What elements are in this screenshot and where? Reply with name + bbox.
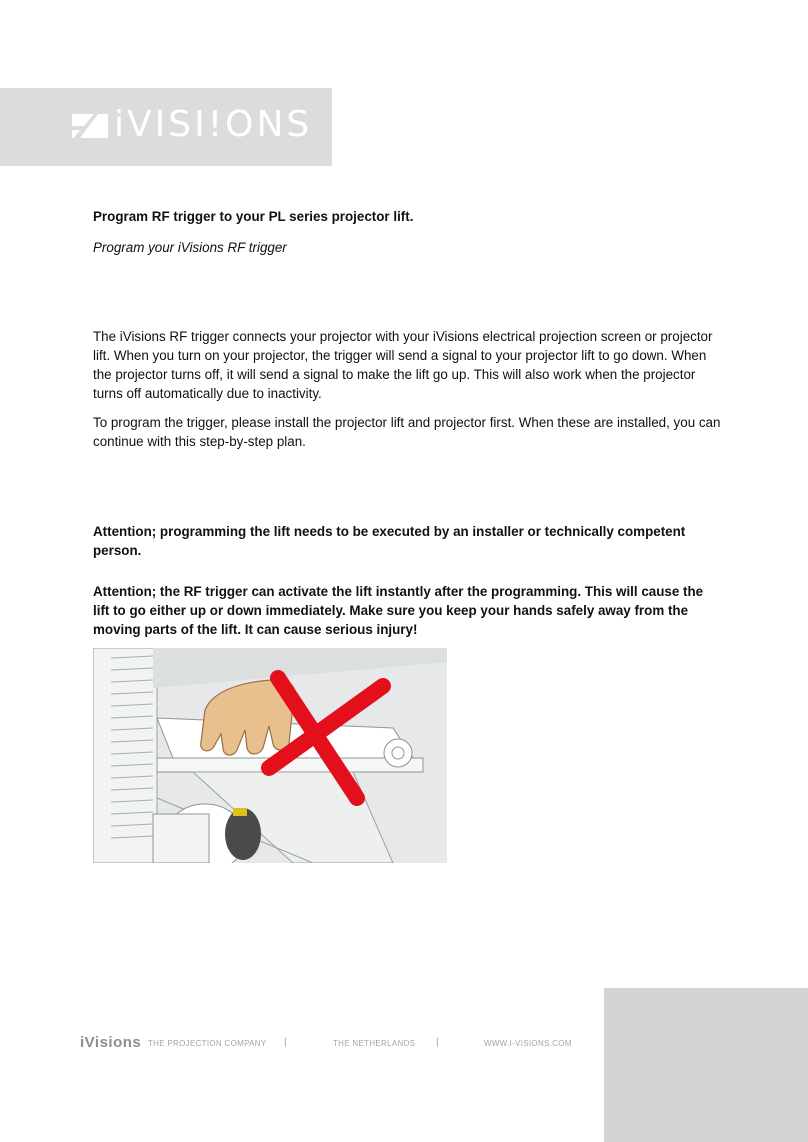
logo-text: iVISI!ONS bbox=[114, 104, 313, 145]
hand-warning-illustration bbox=[93, 648, 447, 863]
ivisions-slash-logo-icon bbox=[70, 110, 110, 142]
document-title: Program RF trigger to your PL series projector lift. bbox=[93, 209, 414, 224]
footer-separator: | bbox=[284, 1037, 287, 1048]
attention-safety: Attention; the RF trigger can activate the lift instantly after the programming. This will cause the lift to go either up or down immediately. Make sure you keep your hands safely away from the moving parts of the lift. It can cause serious injury! bbox=[93, 584, 704, 637]
install-paragraph: To program the trigger, please install the projector lift and projector first. When these are installed, you can continue with this step-by-step plan. bbox=[93, 415, 721, 449]
corner-decoration bbox=[604, 988, 808, 1142]
document-subtitle: Program your iVisions RF trigger bbox=[93, 240, 287, 255]
footer-brand: iVisions bbox=[80, 1034, 142, 1051]
header-logo bbox=[0, 88, 332, 166]
footer-website[interactable]: WWW.I-VISIONS.COM bbox=[484, 1039, 572, 1048]
footer-separator: | bbox=[436, 1037, 439, 1048]
hand-warning-figure bbox=[93, 648, 447, 863]
intro-paragraph: The iVisions RF trigger connects your projector with your iVisions electrical projection screen or projector lift. When you turn on your projector, the trigger will send a signal to your projector lift to go down. When the projector turns off, it will send a signal to make the lift go up. This will also work when the projector turns off automatically due to inactivity. bbox=[93, 329, 713, 401]
footer-company: THE PROJECTION COMPANY bbox=[148, 1039, 267, 1048]
footer-country: THE NETHERLANDS bbox=[333, 1039, 416, 1048]
attention-installer: Attention; programming the lift needs to be executed by an installer or technically competent person. bbox=[93, 524, 686, 558]
